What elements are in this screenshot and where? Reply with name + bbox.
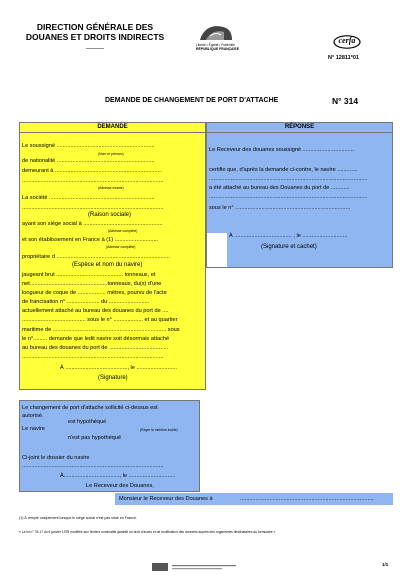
form-number: N° 314: [332, 96, 359, 106]
label-dossier-joint: Ci-joint le dossier du navire: [22, 455, 90, 461]
label-monsieur-receveur: Monsieur le Receveur des Douanes à: [119, 496, 213, 502]
footnote-2: « La loi n° 78-17 du 6 janvier 1978 modifiée aux fichiers nominatifs garantit un droit d'accès et de rectification des données auprès des organismes destinataires du formulaire ».: [19, 530, 277, 534]
field-port-actuel[interactable]: actuellement attaché au bureau des douanes du port de ....: [22, 308, 169, 314]
cerfa-logo-text: cerfa: [338, 36, 356, 45]
republic-logo: [196, 22, 239, 51]
field-reponse-lieu-date[interactable]: À ..................................... , le .............................: [229, 233, 348, 239]
field-bureau-port[interactable]: a été attaché au bureau des Douanes du port de ............: [209, 185, 350, 191]
ministry-logo-icon: [150, 561, 240, 573]
cerfa-number: N° 12811*01: [328, 55, 359, 61]
field-sous-numero[interactable]: ......................................... sous le n° ................... et au quartier: [22, 317, 178, 323]
field-societe[interactable]: La société ....................................................................: [22, 195, 155, 201]
autorisation-section: [19, 400, 200, 492]
label-signature-cachet: (Signature et cachet): [261, 244, 317, 250]
field-nouveau-port-suite[interactable]: ...........................................................................................: [22, 354, 164, 360]
reponse-heading: RÉPONSE: [207, 123, 392, 133]
option-hypotheque[interactable]: est hypothéqué: [68, 419, 107, 425]
hint-rayer-mention: (Rayer la mention inutile): [140, 428, 178, 432]
hint-adresse-complete-1: (Adresse complète): [108, 229, 138, 233]
field-demande-attache[interactable]: le n°......... demande que ledit navire soit désormais attaché: [22, 336, 170, 342]
label-le-navire: Le navire: [22, 426, 46, 432]
label-signature: (Signature): [98, 375, 128, 381]
hint-raison-sociale: (Raison sociale): [88, 212, 132, 218]
autorisation-line-1: Le changement de port d'attache sollicité ci-dessus est: [22, 405, 158, 411]
hint-adresse-exacte: (Adresse exacte): [98, 186, 124, 190]
republic-text: RÉPUBLIQUE FRANÇAISE: [196, 47, 239, 51]
field-adresse-suite[interactable]: ...........................................................................................: [22, 178, 164, 184]
footnote-1: (1) À remplir uniquement lorsque le siège social n'est pas situé en France.: [19, 516, 137, 520]
field-francisation[interactable]: de francisation n° ..................... du ..........................: [22, 299, 150, 305]
field-bureau-port-suite[interactable]: ......................................................................................................: [209, 194, 368, 200]
agency-line-1: DIRECTION GÉNÉRALE DES: [36, 22, 154, 32]
field-nationalite[interactable]: de nationalité ...............................................................: [22, 158, 155, 164]
page-number: 1/1: [382, 562, 389, 567]
label-receveur-douanes: Le Receveur des Douanes,: [86, 483, 154, 489]
hint-adresse-complete-2: (Adresse complète): [106, 245, 136, 249]
field-destinataire[interactable]: ......................................................................................: [240, 496, 374, 502]
hint-nom-prenom: (Nom et prénom): [98, 152, 124, 156]
form-title: DEMANDE DE CHANGEMENT DE PORT D'ATTACHE: [105, 97, 279, 104]
field-lieu-date[interactable]: À ........................................, le ..........................: [60, 365, 177, 371]
field-demeurant[interactable]: demeurant à .....................................................................: [22, 168, 163, 174]
field-nouveau-port[interactable]: au bureau des douanes du port de ......................................: [22, 345, 169, 351]
field-proprietaire[interactable]: propriétaire d .........................................................................: [22, 254, 170, 260]
agency-name: [20, 22, 170, 56]
hint-espece-nom-navire: (Espèce et nom du navire): [72, 262, 143, 268]
field-jauge-brut[interactable]: jaugeant brut ........................................... tonneaux, et: [22, 272, 156, 278]
agency-line-2: DOUANES ET DROITS INDIRECTS: [25, 32, 165, 42]
field-certifie-navire[interactable]: certifie que, d'après la demande ci-contre, le navire .............: [209, 167, 358, 173]
field-jauge-net[interactable]: net..................................................tonneaux, du(x) d'une: [22, 281, 162, 287]
republic-motto: Liberté • Égalité • Fraternité: [196, 43, 235, 47]
autorisation-line-2: autorisé.: [22, 413, 44, 419]
field-autorisation-lieu-date[interactable]: À...................................., le ..............................: [60, 473, 176, 479]
field-receveur-soussigne[interactable]: Le Receveur des douanes soussigné .................................: [209, 147, 354, 153]
field-siege-social[interactable]: ayant son siège social à ...................................................: [22, 221, 163, 227]
field-quartier-maritime[interactable]: maritime de ......................................................................... sous: [22, 327, 180, 333]
field-soussigne[interactable]: Le soussigné ...............................................................: [22, 143, 155, 149]
field-longueur[interactable]: longueur de coque de .................. mètres, pourvu de l'acte: [22, 290, 167, 296]
field-etablissement[interactable]: et son établissement en France à (1) ............................: [22, 237, 159, 243]
reponse-section: [206, 122, 393, 268]
field-navire-suite[interactable]: ......................................................................................................: [209, 176, 368, 182]
demande-section: [19, 122, 206, 390]
cerfa-logo: [333, 35, 361, 49]
field-dossier-suite[interactable]: ...........................................................................................: [22, 463, 164, 469]
option-non-hypotheque[interactable]: n'est pas hypothéqué: [68, 435, 122, 441]
field-societe-suite[interactable]: ...........................................................................................: [22, 205, 164, 211]
destinataire-row: [115, 493, 393, 505]
ministry-logo: [150, 560, 240, 572]
marianne-icon: [196, 22, 236, 42]
agency-rule: ———: [86, 46, 104, 52]
field-reponse-numero[interactable]: sous le n° ..........................................................................: [209, 205, 351, 211]
demande-heading: DEMANDE: [20, 123, 205, 133]
